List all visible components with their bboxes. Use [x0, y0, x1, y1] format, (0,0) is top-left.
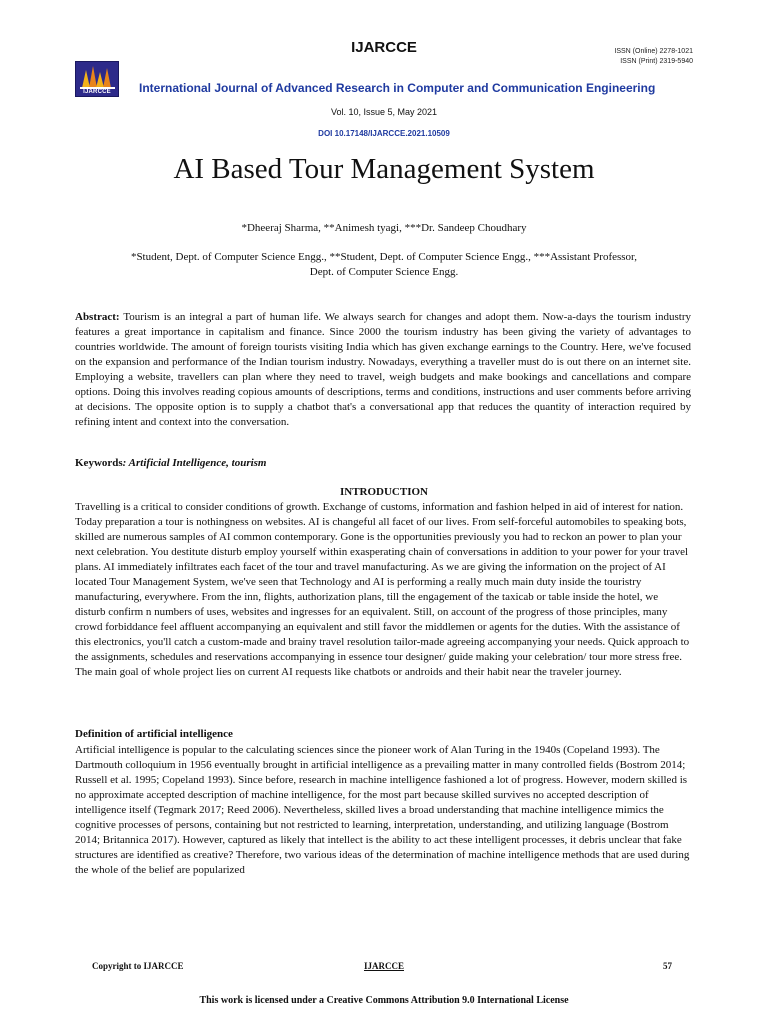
definition-text: Artificial intelligence is popular to the calculating sciences since the pioneer work of Alan Turing in the 1940s (Copeland 1993). The Dartmouth colloquium in 1956 eventually brought in artificial intelligence as a prevailing matter in many controlled fields (Bostrom 2014; Russell et al. 1995; Copeland 1993). Since before, research in machine intelligence fashioned a lot of progress. However, modern skilled is no approximate accepted description of machine intelligence, for the most part because skilled survives no accepted description of intelligence itself (Tegmark 2017; Reed 2006). Nevertheless, skilled lives a broad understanding that machine intelligence mimics the cognitive processes of persons, containing but not restricted to learning, interpretation, understanding, and utilizing language (Bostrom 2014; Britannica 2017). However, captured as likely that intellect is the ability to act these intelligent processes, it debris unclear that fake structures are identified as creative? Therefore, two various ideas of the determination of machine intelligence methods that are used during the whole of the belief are popularized [75, 744, 690, 876]
footer-journal-link[interactable]: IJARCCE [363, 961, 404, 971]
introduction-text: Travelling is a critical to consider conditions of growth. Exchange of customs, information and fashion helped in aid of interest for nation. Today preparation a tour is nothingness on websites. AI is changeful all facet of our lives. From self-forceful automobiles to speaking bots, skilled are numerous samples of AI common contemporary. Gone is the opportunities previously you had to reckon an power to plan your next celebration. You destitute disturb employ yourself within exasperating chain of conversations in addition to your power for your travel plans. AI immediately infiltrates each facet of the tour and travel manufacturing. As we are giving the information on the project of AI located Tour Management System, we've seen that Technology and AI is performing a really much main duty inside the touristry manufacturing, everywhere. From the inn, flights, authorization plans, till the engagement of the taxicab or table inside the hotel, we disturb confirm n numbers of uses, websites and ingresses for an equivalent. Still, on account of the progress of those principles, many crowd forbiddance feel affluent accompanying an equivalent and still favor the middlemen or agents for the duties. With the assistance of this electronics, you'll catch a custom-made and brainy travel resolution tailor-made agreeing accompanying your needs. Quick approach to the assignments, schedules and reservations accompanying in essence tour designer/ guide making your celebration/ tour more stress free. The main goal of whole project lies on current AI requests like chatbots or androids and their habit near the traveler journey. [75, 501, 690, 678]
issn-print: ISSN (Print) 2319-5940 [620, 58, 693, 65]
issn-online: ISSN (Online) 2278-1021 [614, 48, 693, 55]
affiliation [84, 250, 684, 280]
paper-title: AI Based Tour Management System [173, 153, 595, 185]
journal-full-name: International Journal of Advanced Research in Computer and Communication Engineering [139, 81, 656, 95]
issn-block [614, 47, 693, 67]
doi-link[interactable]: DOI 10.17148/IJARCCE.2021.10509 [318, 129, 450, 138]
keywords-label: Keywords [75, 457, 123, 469]
license-notice: This work is licensed under a Creative Commons Attribution 9.0 International License [199, 995, 569, 1006]
abstract [75, 310, 691, 430]
footer-copyright: Copyright to IJARCCE [92, 961, 184, 971]
abstract-label: Abstract: [75, 311, 120, 323]
logo-text: IJARCCE [83, 89, 111, 95]
keywords-text: : Artificial Intelligence, tourism [122, 457, 267, 469]
section-heading-introduction: INTRODUCTION [339, 486, 428, 498]
affiliation-line: *Student, Dept. of Computer Science Engg., **Student, Dept. of Computer Science Engg., ***Assistant Professor, [130, 251, 638, 263]
journal-logo [75, 61, 119, 97]
abstract-text: Tourism is an integral a part of human life. We always search for changes and adopt them. Now-a-days the tourism industry features a great importance in capitalism and finance. Since 2000 the tourism industry has been giving the variety of advantages to countries worldwide. The amount of foreign tourists visiting India which has given exchange earnings to the Country. Here, we've focused on the expansion and performance of the Indian tourism industry. Nowadays, everything a traveller must do is out there on an internet site. Employing a website, travellers can plan where they need to travel, weigh budgets and make bookings and cancellations and compare options. Doing this involves reading copious amounts of descriptions, terms and conditions, instructions and user comments before arriving at decisions. The opposite option is to supply a chatbot that's a conversational app that reduces the quantity of interaction required by refining intent and context into the conversation. [75, 311, 691, 428]
affiliation-line: Dept. of Computer Science Engg. [309, 266, 459, 278]
page-number: 57 [663, 961, 672, 971]
authors: *Dheeraj Sharma, **Animesh tyagi, ***Dr. Sandeep Choudhary [241, 222, 527, 234]
volume-issue: Vol. 10, Issue 5, May 2021 [330, 107, 438, 117]
keywords [75, 457, 267, 469]
section-heading-definition: Definition of artificial intelligence [75, 728, 233, 740]
journal-short-name: IJARCCE [351, 39, 417, 56]
